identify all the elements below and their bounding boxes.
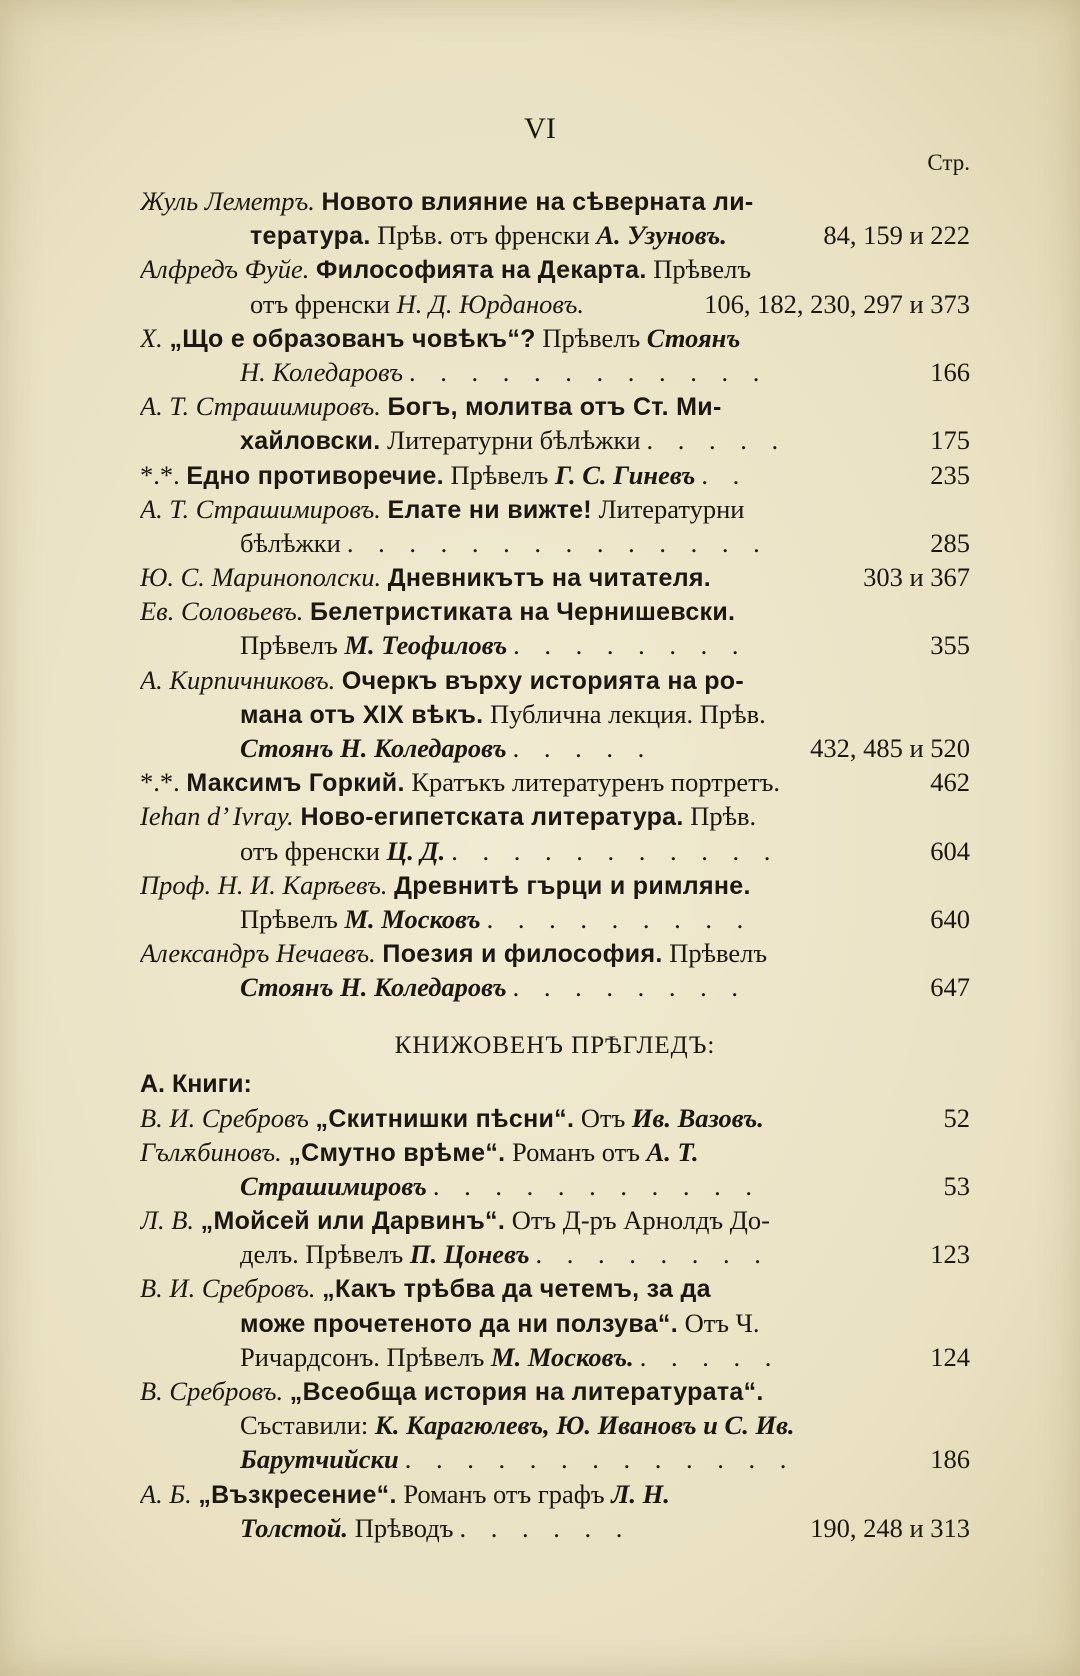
review-entry: В. И. Сребровъ. „Какъ трѣбва да четемъ, за да може прочетеното да ни ползува“. Отъ Ч. Ричардсонъ. Прѣвелъ М. Московъ. . . . . . 124: [140, 1273, 970, 1372]
review-entry: В. Сребровъ. „Всеобща история на литературата“. Съставили: К. Карагюлевъ, Ю. Ивановъ и С. Ив. Барутчийски . . . . . . . . . . . . . 186: [140, 1376, 970, 1475]
toc-entry: Алфредъ Фуйе. Философията на Декарта. Прѣвелъ отъ френски Н. Д. Юрдановъ. 106, 182, 230, 297 и 373: [140, 254, 970, 319]
toc-entry: *.*. Максимъ Горкий. Кратъкъ литературенъ портретъ. 462: [140, 767, 970, 798]
toc-entry: Жуль Леметръ. Новото влияние на сѣверната ли- тература. Прѣв. отъ френски А. Узуновъ. 84, 159 и 222: [140, 186, 970, 251]
table-of-contents: [140, 150, 970, 1545]
subsection-title: А. Книги:: [140, 1069, 252, 1098]
toc-entry: Проф. Н. И. Карѣевъ. Древнитѣ гърци и римляне. Прѣвелъ М. Московъ . . . . . . . . . 640: [140, 869, 970, 934]
toc-entry: Александръ Нечаевъ. Поезия и философия. Прѣвелъ Стоянъ Н. Коледаровъ . . . . . . . . 647: [140, 938, 970, 1003]
page-column-header: Стр.: [927, 150, 970, 175]
review-entry: Л. В. „Мойсей или Дарвинъ“. Отъ Д-ръ Арнолдъ До- делъ. Прѣвелъ П. Цоневъ . . . . . . . . 123: [140, 1205, 970, 1270]
toc-entry: А. Т. Страшимировъ. Елате ни вижте! Литературни бѣлѣжки . . . . . . . . . . . . . . 285: [140, 493, 970, 558]
toc-entry: *.*. Едно противоречие. Прѣвелъ Г. С. Гиневъ . . 235: [140, 459, 970, 490]
toc-entry: Ю. С. Маринополски. Дневникътъ на читателя. 303 и 367: [140, 562, 970, 593]
toc-entry: Х. „Що е образованъ човѣкъ“? Прѣвелъ Стоянъ Н. Коледаровъ . . . . . . . . . . . . 166: [140, 322, 970, 387]
toc-entry: Ев. Соловьевъ. Белетристиката на Чернишевски. Прѣвелъ М. Теофиловъ . . . . . . . . 355: [140, 596, 970, 661]
toc-entry: А. Кирпичниковъ. Очеркъ върху историята на ро- мана отъ XIX вѣкъ. Публична лекция. Прѣв. Стоянъ Н. Коледаровъ . . . . . 432, 485 и 520: [140, 664, 970, 763]
section-title: КНИЖОВЕНЪ ПРѢГЛЕДЪ:: [394, 1031, 716, 1059]
review-entry: В. И. Сребровъ „Скитнишки пѣсни“. Отъ Ив. Вазовъ. 52: [140, 1102, 970, 1133]
page-number: VI: [524, 112, 556, 145]
review-entry: А. Б. „Възкресение“. Романъ отъ графъ Л. Н. Толстой. Прѣводъ . . . . . . 190, 248 и 313: [140, 1478, 970, 1543]
toc-entry: Iehan d’ Ivray. Ново-египетската литература. Прѣв. отъ френски Ц. Д. . . . . . . . . . . . 604: [140, 801, 970, 866]
review-entry: Гълѫбиновъ. „Смутно врѣме“. Романъ отъ А. Т. Страшимировъ . . . . . . . . . . . 53: [140, 1136, 970, 1201]
toc-entry: А. Т. Страшимировъ. Богъ, молитва отъ Ст. Ми- хайловски. Литературни бѣлѣжки . . . . . 175: [140, 391, 970, 456]
